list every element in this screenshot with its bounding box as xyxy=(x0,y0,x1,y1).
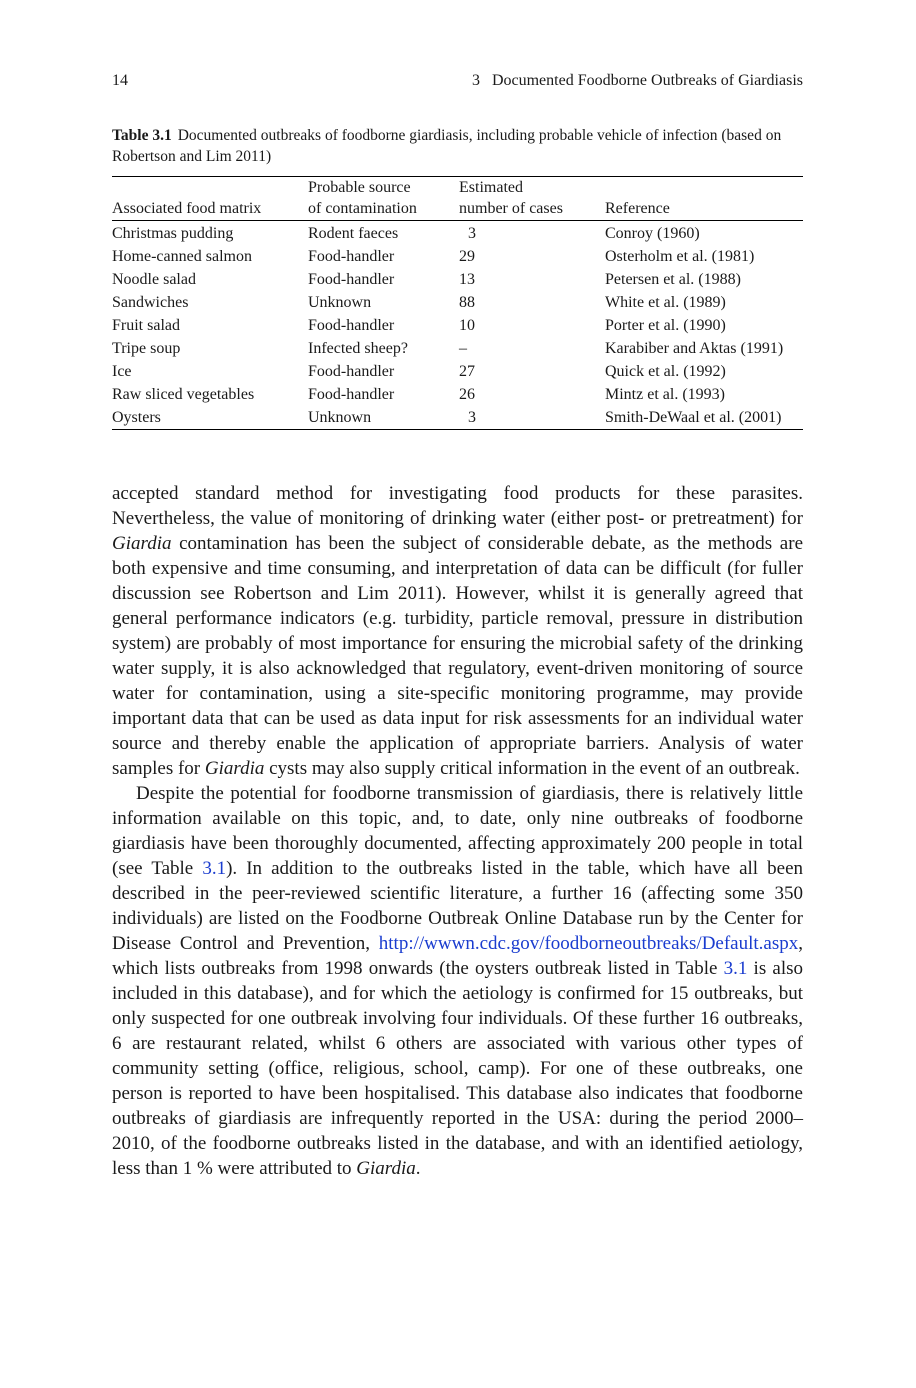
cell-food: Christmas pudding xyxy=(112,225,234,242)
table-row xyxy=(112,337,803,360)
cell-food: Ice xyxy=(112,363,132,380)
table-row xyxy=(112,314,803,337)
cell-source: Food-handler xyxy=(308,271,395,288)
body-text xyxy=(112,481,803,1181)
cell-source: Food-handler xyxy=(308,386,395,403)
table-row xyxy=(112,221,803,246)
table-label: Table 3.1 xyxy=(112,127,172,144)
table-caption xyxy=(112,125,803,167)
cell-food: Noodle salad xyxy=(112,271,196,288)
table-row xyxy=(112,360,803,383)
cell-cases: 29 xyxy=(459,248,475,265)
column-header-food: Associated food matrix xyxy=(112,200,262,217)
cell-reference: Osterholm et al. (1981) xyxy=(605,248,755,265)
paragraph: accepted standard method for investigating food products for these parasites. Nevertheless, the value of monitoring of drinking water (either post- or pretreatment) for Giardia contamination has been the subject of considerable debate, as the methods are both expensive and time consuming, and interpretation of data can be difficult (for fuller discussion see Robertson and Lim 2011). However, whilst it is generally agreed that general performance indicators (e.g. turbidity, particle removal, pressure in distribution system) are probably of most importance for ensuring the microbial safety of the drinking water supply, it is also acknowledged that regulatory, event-driven monitoring of source water for contamination, using a site-specific monitoring programme, may provide important data that can be used as data input for risk assessments for an individual water source and thereby enable the application of appropriate barriers. Analysis of water samples for Giardia cysts may also supply critical information in the event of an outbreak. xyxy=(112,483,803,779)
cdc-database-link[interactable]: http://wwwn.cdc.gov/foodborneoutbreaks/Default.aspx xyxy=(378,933,799,954)
cell-source: Food-handler xyxy=(308,363,395,380)
cell-cases: 88 xyxy=(459,294,475,311)
outbreaks-table xyxy=(112,176,803,430)
chapter-number: 3 xyxy=(471,72,480,89)
cell-reference: White et al. (1989) xyxy=(605,294,726,311)
table-row xyxy=(112,291,803,314)
cell-food: Fruit salad xyxy=(112,317,180,334)
cell-cases: 13 xyxy=(459,271,475,288)
cell-source: Rodent faeces xyxy=(308,225,399,242)
cell-cases: 27 xyxy=(459,363,475,380)
paragraph: Despite the potential for foodborne transmission of giardiasis, there is relatively little information available on this topic, and, to date, only nine outbreaks of foodborne giardiasis have been thoroughly documented, affecting approximately 200 people in total (see Table 3.1). In addition to the outbreaks listed in the table, which have all been described in the peer-reviewed scientific literature, a further 16 (affecting some 350 individuals) are listed on the Foodborne Outbreak Online Database run by the Center for Disease Control and Prevention, http://wwwn.cdc.gov/foodborneoutbreaks/Default.aspx, which lists outbreaks from 1998 onwards (the oysters outbreak listed in Table 3.1 is also included in this database), and for which the aetiology is confirmed for 15 outbreaks, but only suspected for one outbreak involving four individuals. Of these further 16 outbreaks, 6 are restaurant related, whilst 6 others are associated with various other types of community setting (office, religious, school, camp). For one of these outbreaks, one person is reported to have been hospitalised. This database also indicates that foodborne outbreaks of giardiasis are infrequently reported in the USA: during the period 2000–2010, of the foodborne outbreaks listed in the database, and with an identified aetiology, less than 1 % were attributed to Giardia. xyxy=(112,783,803,1179)
table-header-row xyxy=(112,177,803,221)
column-header-reference: Reference xyxy=(605,200,670,217)
cell-source: Infected sheep? xyxy=(308,340,408,357)
cell-food: Tripe soup xyxy=(112,340,181,357)
column-header-cases: Estimated number of cases xyxy=(459,179,563,217)
cell-food: Sandwiches xyxy=(112,294,189,311)
chapter-title: Documented Foodborne Outbreaks of Giardiasis xyxy=(491,72,803,89)
table-caption-text: Documented outbreaks of foodborne giardiasis, including probable vehicle of infection (based on Robertson and Lim 2011) xyxy=(112,127,782,165)
table-ref-link[interactable]: 3.1 xyxy=(723,958,748,979)
cell-source: Unknown xyxy=(308,294,372,311)
cell-cases: 10 xyxy=(459,317,475,334)
cell-food: Oysters xyxy=(112,409,161,426)
cell-source: Unknown xyxy=(308,409,372,426)
cell-reference: Petersen et al. (1988) xyxy=(605,271,741,288)
cell-reference: Mintz et al. (1993) xyxy=(605,386,725,403)
cell-food: Home-canned salmon xyxy=(112,248,252,265)
chapter-heading xyxy=(472,71,803,91)
cell-cases: – xyxy=(459,340,467,357)
cell-reference: Porter et al. (1990) xyxy=(605,317,726,334)
table-ref-link[interactable]: 3.1 xyxy=(202,858,227,879)
table-row xyxy=(112,268,803,291)
cell-reference: Karabiber and Aktas (1991) xyxy=(605,340,784,357)
table-row xyxy=(112,406,803,430)
column-header-source: Probable source of contamination xyxy=(308,179,417,217)
cell-reference: Conroy (1960) xyxy=(605,225,700,242)
cell-food: Raw sliced vegetables xyxy=(112,386,255,403)
cell-cases: 3 xyxy=(468,225,476,242)
table-row xyxy=(112,245,803,268)
cell-source: Food-handler xyxy=(308,317,395,334)
page-number: 14 xyxy=(112,72,128,89)
cell-cases: 3 xyxy=(468,409,476,426)
cell-reference: Quick et al. (1992) xyxy=(605,363,726,380)
cell-cases: 26 xyxy=(459,386,475,403)
cell-source: Food-handler xyxy=(308,248,395,265)
cell-reference: Smith-DeWaal et al. (2001) xyxy=(605,409,782,426)
table-row xyxy=(112,383,803,406)
